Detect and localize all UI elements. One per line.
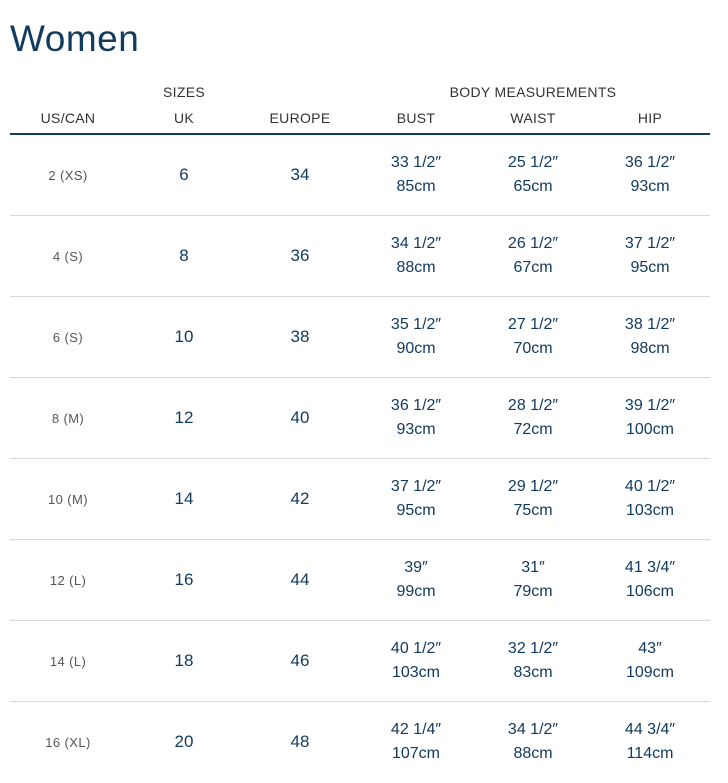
us-can-size: 10 (M) xyxy=(48,491,88,507)
europe-size: 34 xyxy=(290,165,310,184)
group-header-body-measurements: BODY MEASUREMENTS xyxy=(449,84,617,100)
europe-size: 48 xyxy=(290,732,310,751)
europe-size: 46 xyxy=(290,651,310,670)
waist-inches: 29 1/2″ xyxy=(507,478,559,495)
cell-waist xyxy=(475,216,591,296)
table-row xyxy=(10,135,710,216)
bust-cm: 85cm xyxy=(396,178,436,195)
waist-inches: 32 1/2″ xyxy=(507,640,559,657)
europe-size: 36 xyxy=(290,246,310,265)
cell-waist xyxy=(475,459,591,539)
uk-size: 14 xyxy=(174,489,194,508)
cell-hip xyxy=(592,621,708,701)
cell-europe xyxy=(242,135,358,215)
hip-cm: 106cm xyxy=(625,583,675,600)
waist-inches: 25 1/2″ xyxy=(507,154,559,171)
cell-us-can xyxy=(10,297,126,377)
cell-hip xyxy=(592,702,708,782)
waist-inches: 26 1/2″ xyxy=(507,235,559,252)
waist-inches: 34 1/2″ xyxy=(507,721,559,738)
bust-inches: 36 1/2″ xyxy=(390,397,442,414)
cell-uk xyxy=(126,297,242,377)
cell-waist xyxy=(475,540,591,620)
cell-europe xyxy=(242,702,358,782)
cell-europe xyxy=(242,216,358,296)
bust-inches: 42 1/4″ xyxy=(390,721,442,738)
hip-inches: 41 3/4″ xyxy=(624,559,676,576)
table-row xyxy=(10,621,710,702)
waist-cm: 65cm xyxy=(513,178,553,195)
table-row xyxy=(10,297,710,378)
cell-europe xyxy=(242,540,358,620)
cell-bust xyxy=(358,378,474,458)
cell-hip xyxy=(592,297,708,377)
cell-uk xyxy=(126,702,242,782)
hip-cm: 114cm xyxy=(626,745,674,762)
uk-size: 8 xyxy=(179,246,189,265)
hip-cm: 95cm xyxy=(630,259,670,276)
column-header-europe: EUROPE xyxy=(269,110,331,126)
europe-size: 40 xyxy=(290,408,310,427)
europe-size: 38 xyxy=(290,327,310,346)
bust-inches: 40 1/2″ xyxy=(390,640,442,657)
cell-uk xyxy=(126,378,242,458)
us-can-size: 2 (XS) xyxy=(48,167,88,183)
bust-cm: 103cm xyxy=(391,664,441,681)
hip-cm: 103cm xyxy=(625,502,675,519)
cell-bust xyxy=(358,216,474,296)
table-row xyxy=(10,702,710,782)
cell-bust xyxy=(358,135,474,215)
cell-uk xyxy=(126,135,242,215)
cell-waist xyxy=(475,621,591,701)
waist-cm: 67cm xyxy=(513,259,553,276)
us-can-size: 8 (M) xyxy=(51,410,85,426)
cell-hip xyxy=(592,459,708,539)
page-title: Women xyxy=(10,18,140,59)
bust-inches: 33 1/2″ xyxy=(390,154,442,171)
cell-us-can xyxy=(10,540,126,620)
cell-us-can xyxy=(10,216,126,296)
bust-cm: 107cm xyxy=(391,745,441,762)
cell-europe xyxy=(242,459,358,539)
column-headers xyxy=(10,110,710,128)
hip-cm: 100cm xyxy=(625,421,675,438)
cell-us-can xyxy=(10,135,126,215)
cell-hip xyxy=(592,540,708,620)
hip-cm: 93cm xyxy=(630,178,670,195)
cell-bust xyxy=(358,702,474,782)
cell-bust xyxy=(358,297,474,377)
uk-size: 6 xyxy=(179,165,189,184)
hip-inches: 40 1/2″ xyxy=(624,478,676,495)
cell-hip xyxy=(592,378,708,458)
us-can-size: 14 (L) xyxy=(49,653,87,669)
us-can-size: 16 (XL) xyxy=(45,734,91,750)
uk-size: 16 xyxy=(174,570,194,589)
waist-inches: 28 1/2″ xyxy=(507,397,559,414)
column-header-us-can: US/CAN xyxy=(40,110,96,126)
cell-europe xyxy=(242,621,358,701)
column-header-bust: BUST xyxy=(396,110,436,126)
table-row xyxy=(10,459,710,540)
cell-us-can xyxy=(10,702,126,782)
uk-size: 18 xyxy=(174,651,194,670)
cell-bust xyxy=(358,459,474,539)
europe-size: 44 xyxy=(290,570,310,589)
hip-inches: 39 1/2″ xyxy=(624,397,676,414)
bust-inches: 35 1/2″ xyxy=(390,316,442,333)
column-header-waist: WAIST xyxy=(510,110,556,126)
cell-uk xyxy=(126,540,242,620)
cell-uk xyxy=(126,459,242,539)
table-body xyxy=(10,135,710,782)
bust-cm: 95cm xyxy=(396,502,436,519)
waist-cm: 70cm xyxy=(513,340,553,357)
hip-cm: 98cm xyxy=(630,340,670,357)
waist-cm: 72cm xyxy=(513,421,553,438)
bust-inches: 39″ xyxy=(404,559,428,576)
cell-waist xyxy=(475,702,591,782)
us-can-size: 6 (S) xyxy=(52,329,84,345)
column-header-uk: UK xyxy=(173,110,195,126)
bust-inches: 37 1/2″ xyxy=(390,478,442,495)
waist-cm: 75cm xyxy=(513,502,553,519)
bust-cm: 88cm xyxy=(396,259,436,276)
hip-inches: 37 1/2″ xyxy=(624,235,676,252)
cell-waist xyxy=(475,378,591,458)
cell-uk xyxy=(126,216,242,296)
cell-us-can xyxy=(10,621,126,701)
hip-inches: 43″ xyxy=(638,640,662,657)
group-header-sizes: SIZES xyxy=(163,84,205,100)
column-header-hip: HIP xyxy=(637,110,663,126)
hip-inches: 44 3/4″ xyxy=(624,721,676,738)
cell-waist xyxy=(475,297,591,377)
cell-bust xyxy=(358,621,474,701)
bust-cm: 90cm xyxy=(396,340,436,357)
bust-inches: 34 1/2″ xyxy=(390,235,442,252)
cell-europe xyxy=(242,378,358,458)
us-can-size: 12 (L) xyxy=(49,572,87,588)
table-row xyxy=(10,216,710,297)
cell-bust xyxy=(358,540,474,620)
bust-cm: 99cm xyxy=(396,583,436,600)
waist-cm: 83cm xyxy=(513,664,553,681)
cell-us-can xyxy=(10,378,126,458)
cell-europe xyxy=(242,297,358,377)
waist-cm: 79cm xyxy=(513,583,553,600)
table-row xyxy=(10,540,710,621)
cell-hip xyxy=(592,135,708,215)
cell-uk xyxy=(126,621,242,701)
waist-inches: 27 1/2″ xyxy=(507,316,559,333)
bust-cm: 93cm xyxy=(396,421,436,438)
cell-us-can xyxy=(10,459,126,539)
us-can-size: 4 (S) xyxy=(52,248,84,264)
cell-waist xyxy=(475,135,591,215)
uk-size: 12 xyxy=(174,408,194,427)
table-row xyxy=(10,378,710,459)
europe-size: 42 xyxy=(290,489,310,508)
uk-size: 20 xyxy=(174,732,194,751)
uk-size: 10 xyxy=(174,327,194,346)
waist-inches: 31″ xyxy=(521,559,545,576)
hip-inches: 36 1/2″ xyxy=(624,154,676,171)
hip-cm: 109cm xyxy=(625,664,675,681)
waist-cm: 88cm xyxy=(513,745,553,762)
hip-inches: 38 1/2″ xyxy=(624,316,676,333)
cell-hip xyxy=(592,216,708,296)
